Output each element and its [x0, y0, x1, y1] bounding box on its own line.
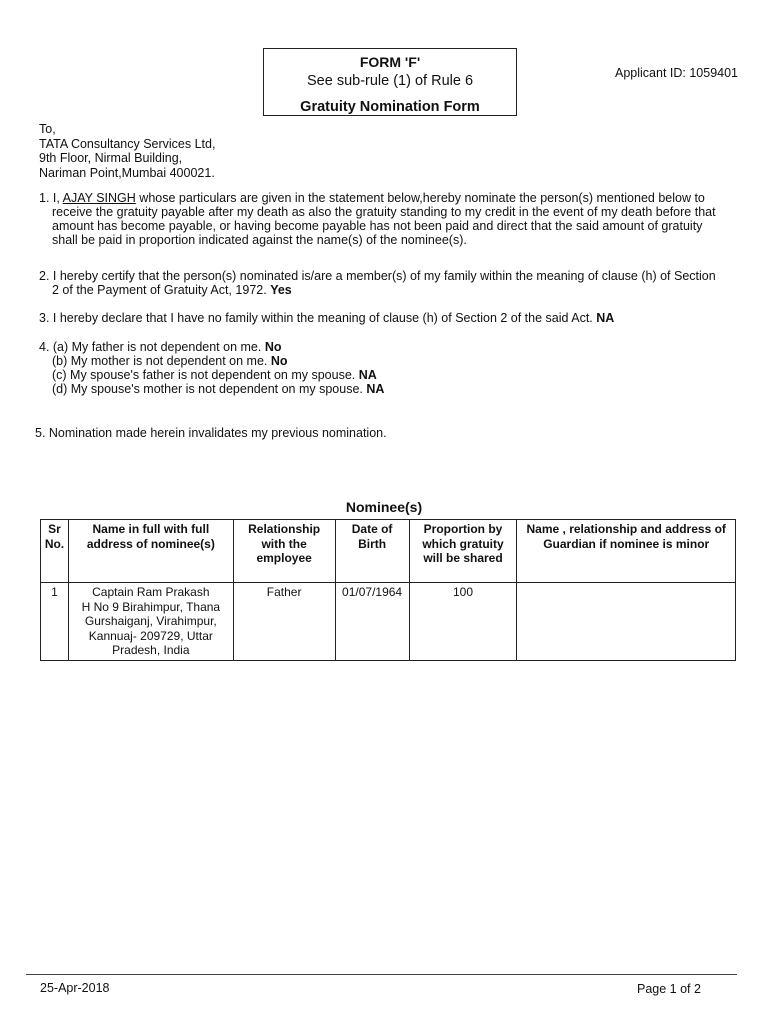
clause-2-text: 2. I hereby certify that the person(s) nominated is/are a member(s) of my family within the meaning of clause (h) of Section [39, 269, 716, 283]
cell-relationship: Father [233, 583, 335, 661]
header-proportion: Proportion by which gratuity will be shared [409, 520, 517, 583]
clause-2-answer: Yes [270, 283, 292, 297]
clause-4b-text: (b) My mother is not dependent on me. [52, 354, 271, 368]
address-line: Nariman Point,Mumbai 400021. [39, 165, 215, 180]
clause-5: 5. Nomination made herein invalidates my previous nomination. [35, 426, 387, 440]
clause-1-text: receive the gratuity payable after my death as also the gratuity standing to my credit in the event of my death before that [52, 205, 716, 219]
clause-4d-answer: NA [366, 382, 385, 396]
address-line: TATA Consultancy Services Ltd, [39, 136, 216, 151]
footer-date: 25-Apr-2018 [40, 981, 110, 995]
clause-1-text: amount has become payable, or having become payable has not been paid and direct that the said amount of gratuity [52, 219, 703, 233]
clause-4a-text: 4. (a) My father is not dependent on me. [39, 340, 265, 354]
clause-2 [39, 269, 716, 297]
clause-3 [39, 311, 614, 325]
header-dob: Date of Birth [335, 520, 409, 583]
cell-proportion: 100 [409, 583, 517, 661]
footer-divider [26, 974, 737, 975]
header-sr-no: Sr No. [41, 520, 69, 583]
address-line: 9th Floor, Nirmal Building, [39, 151, 183, 165]
clause-4d-text: (d) My spouse's mother is not dependent on my spouse. [52, 382, 367, 396]
cell-guardian [517, 583, 736, 661]
form-label: FORM 'F' [359, 54, 421, 70]
clause-1-text: shall be paid in proportion indicated against the name(s) of the nominee(s). [52, 233, 467, 247]
cell-nominee-name: Captain Ram Prakash H No 9 Birahimpur, Thana Gurshaiganj, Virahimpur, Kannuaj- 209729, Uttar Pradesh, India [68, 583, 233, 661]
nominee-table [40, 519, 736, 661]
page-number: Page 1 of 2 [637, 982, 701, 996]
clause-1 [39, 191, 716, 247]
rule-reference: See sub-rule (1) of Rule 6 [306, 73, 474, 89]
employee-name: AJAY SINGH [62, 191, 136, 205]
clause-3-answer: NA [596, 311, 615, 325]
header-relationship: Relationship with the employee [233, 520, 335, 583]
header-nominee-name: Name in full with full address of nominee(s) [68, 520, 233, 583]
form-header-box [263, 48, 517, 116]
nominee-heading: Nominee(s) [345, 499, 423, 515]
clause-1-prefix: 1. I, [39, 191, 63, 205]
clause-3-text: 3. I hereby declare that I have no family within the meaning of clause (h) of Section 2 of the said Act. [39, 311, 597, 325]
cell-sr-no: 1 [41, 583, 69, 661]
cell-dob: 01/07/1964 [335, 583, 409, 661]
form-title: Gratuity Nomination Form [300, 99, 480, 115]
applicant-id: Applicant ID: 1059401 [615, 66, 739, 80]
header-guardian: Name , relationship and address of Guardian if nominee is minor [517, 520, 736, 583]
clause-4a-answer: No [264, 340, 282, 354]
table-row [41, 583, 736, 661]
address-to: To, [39, 122, 56, 136]
address-block [39, 122, 215, 180]
table-header-row [41, 520, 736, 583]
clause-4 [39, 340, 384, 396]
clause-4c-answer: NA [358, 368, 377, 382]
clause-1-text: whose particulars are given in the statement below,hereby nominate the person(s) mentioned below to [135, 191, 705, 205]
clause-4b-answer: No [270, 354, 288, 368]
clause-2-text: 2 of the Payment of Gratuity Act, 1972. [52, 283, 271, 297]
clause-4c-text: (c) My spouse's father is not dependent on my spouse. [52, 368, 359, 382]
